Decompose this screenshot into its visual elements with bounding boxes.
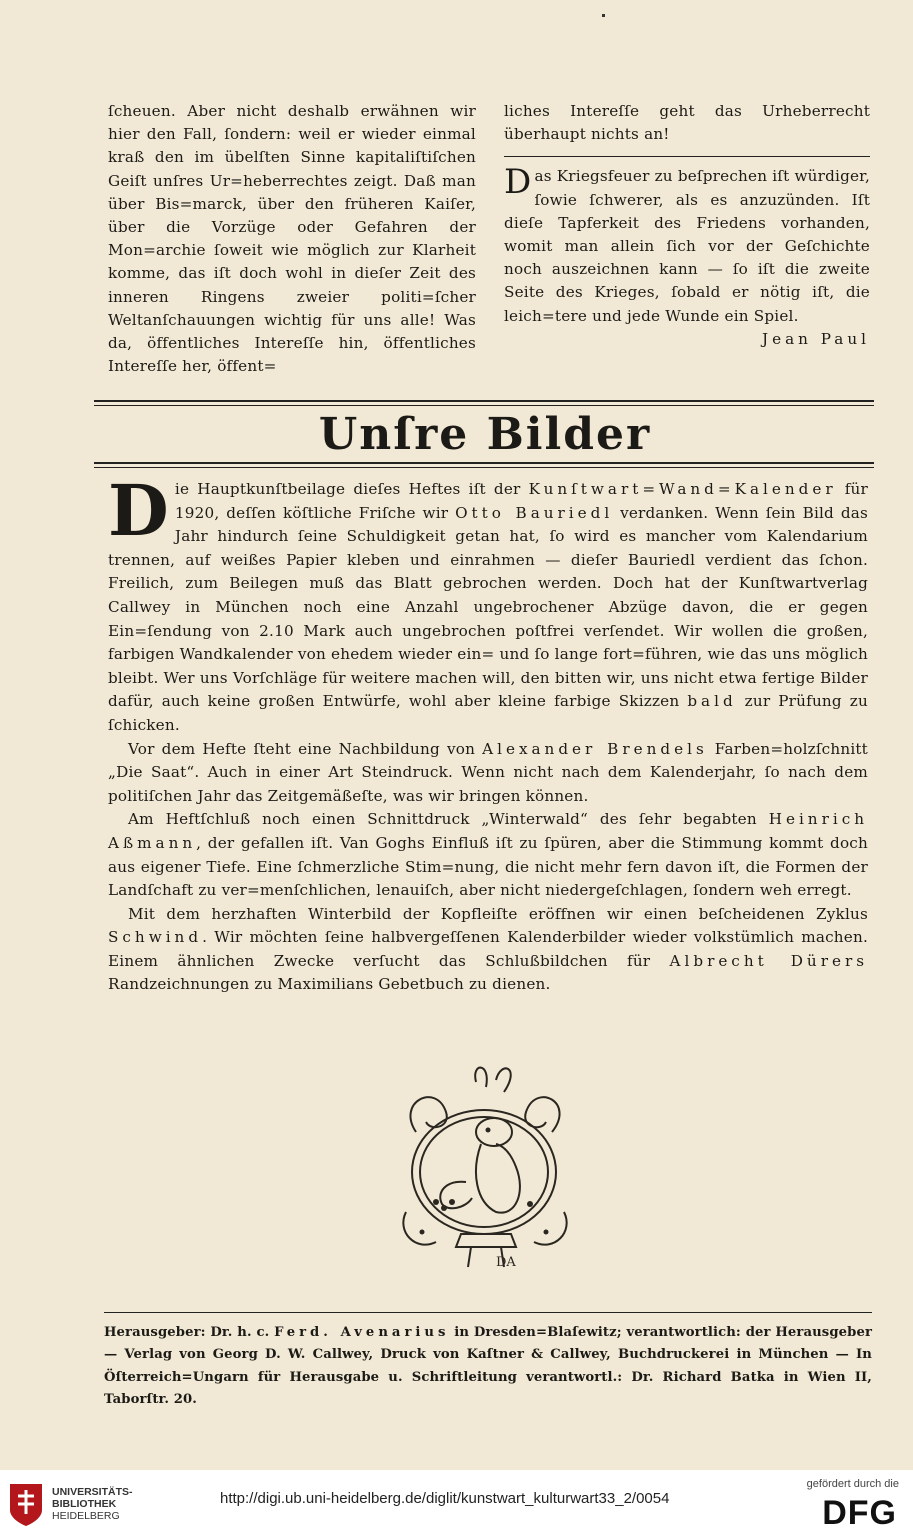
spaced-name: Albrecht Dürers [669,951,868,970]
paragraph-assmann [108,808,868,902]
text-run: Am Heftſchluß noch einen Schnittdruck „Winterwald“ des ſehr begabten [128,810,769,829]
text-run: Farben=holzſchnitt „Die Saat“. Auch in einer Art Steindruck. Wenn nicht nach dem Kalenderjahr, ſo nach dem politiſchen Jahr das Zeitgemäßeſte, was wir bringen können. [108,739,868,805]
right-column [504,100,870,351]
left-column [108,100,476,378]
library-name-line: UNIVERSITÄTS- [52,1486,133,1498]
print-mark [602,14,605,17]
text-run: Mit dem herzhaften Winterbild der Kopfleiſte eröffnen wir einen beſcheidenen Zyklus [128,904,868,923]
text-run: verdanken. Wenn ſein Bild das Jahr hindurch ſeine Schuldigkeit getan hat, ſo wird es mancher vom Kalendarium trennen, auf weißes Papier kleben und einrahmen — dieſer Bauriedl verdient das ſchon. Freilich, zum Beilegen muß das Blatt gebrochen werden. Doch hat der Kunſtwartverlag Callwey in München noch eine Anzahl ungebrochener Abzüge davon, die er gegen Ein=ſendung von 2.10 Mark auch ungebrochen poſtfrei verſendet. Wir wollen die großen, farbigen Wandkalender von ehedem wieder ein= und ſo lange fort=führen, wie das uns möglich bleibt. Wer uns Vorſchläge für weitere machen will, den bitten wir, uns nicht etwa fertige Bilder dafür, auch keine großen Entwürfe, wohl aber kleine farbige Skizzen [108,503,869,711]
text-run: Randzeichnungen zu Maximilians Gebetbuch zu dienen. [108,975,551,994]
section-heading: Unſre Bilder [318,409,652,460]
university-seal-icon [6,1480,46,1528]
spaced-name: Ferd. Avenarius [274,1325,450,1340]
paragraph-schwind [108,903,868,997]
paragraph-wandkalender [108,469,869,738]
text-run: zur Prüfung zu ſchicken. [108,692,868,734]
permalink-url[interactable]: http://digi.ub.uni-heidelberg.de/diglit/kunstwart_kulturwart33_2/0054 [220,1490,670,1507]
footer-divider [104,1312,872,1313]
text-run: . Wir möchten ſeine halbvergeſſenen Kalenderbilder wieder volkstümlich machen. Einem ähnlichen Zwecke verſucht das Schlußbildchen für [108,928,868,970]
text-run: Vor dem Hefte ſteht eine Nachbildung von [128,739,483,758]
text-run: , der gefallen iſt. Van Goghs Einfluß iſt zu ſpüren, aber die Stimmung kommt doch aus eigener Tiefe. Eine ſchmerzliche Stim=nung, die nicht mehr fern davon iſt, die Formen der Landſchaft zu ver=menſchlichen, lenauiſch, aber nicht niedergeſchlagen, ſondern weh erregt. [108,833,868,900]
main-article [108,469,869,997]
quote-author: Jean Paul [762,329,870,348]
imprint-text [104,1322,872,1412]
text-run: für 1920, deſſen köſtliche Friſche wir [174,480,868,522]
spaced-name: Alexander Brendels [482,739,708,758]
dfg-logo: DFG [822,1494,897,1532]
rabbit-vignette-illustration [376,1062,596,1282]
right-column-continuation: liches Intereſſe geht das Urheberrecht überhaupt nichts an! [504,102,870,144]
text-run: Herausgeber: Dr. h. c. [104,1325,275,1340]
funded-by-label: gefördert durch die [806,1478,899,1490]
library-name-line: BIBLIOTHEK [52,1498,117,1510]
quote-text: Das Kriegsfeuer zu beſprechen iſt würdiger, ſowie ſchwerer, als es anzuzünden. Iſt dieſe Tapferkeit des Friedens vorhanden, womit man allein ſich vor der Geſchichte noch auszeichnen kann — ſo iſt die zweite Seite des Krieges, ſobald er nötig iſt, die leich=tere und jede Wunde ein Spiel. [504,162,870,325]
library-name-line: HEIDELBERG [52,1510,120,1522]
spaced-name: Schwind [108,928,203,947]
text-run: ie Hauptkunſtbeilage dieſes Heftes iſt der [174,480,529,498]
drop-cap: D [108,469,169,552]
section-divider-bottom [94,462,874,468]
spaced-word: bald [687,692,737,711]
vignette-monogram: DA [496,1255,516,1270]
left-column-text: ſcheuen. Aber nicht deshalb erwähnen wir hier den Fall, ſondern: weil er wieder einmal kraß den im übelſten Sinne kapitaliſtiſchen Geiſt unſres Ur=heberrechtes zeigt. Daß man über Bis=marck, über den früheren Kaiſer, über die Vorzüge oder Gefahren der Mon=archie ſoweit wie möglich zur Klarheit komme, das iſt doch wohl in dieſer Zeit des inneren Ringens zweier politi=ſcher Weltanſchauungen wichtig für uns alle! Was da, öffentliches Intereſſe hin, öffentliches Intereſſe her, öffent= [108,102,476,376]
quote-divider [504,156,870,157]
imprint-footer [104,1322,872,1412]
text-run: in Dresden=Blaſewitz; verantwortlich: der Herausgeber — Verlag von Georg D. W. Callwey, Druck von Kaſtner & Callwey, Buchdruckerei in München — In Öſterreich=Ungarn für Herausgabe u. Schriftleitung verantwortl.: Dr. Richard Batka in Wien II, Taborſtr. 20. [104,1325,872,1408]
library-name [52,1486,133,1522]
spaced-name: Kunſtwart=Wand=Kalender [528,480,837,498]
spaced-name: Otto Bauriedl [455,503,614,522]
section-divider-top [94,400,874,406]
paragraph-brendel [108,738,868,809]
spaced-name: Heinrich Aßmann [108,810,868,852]
